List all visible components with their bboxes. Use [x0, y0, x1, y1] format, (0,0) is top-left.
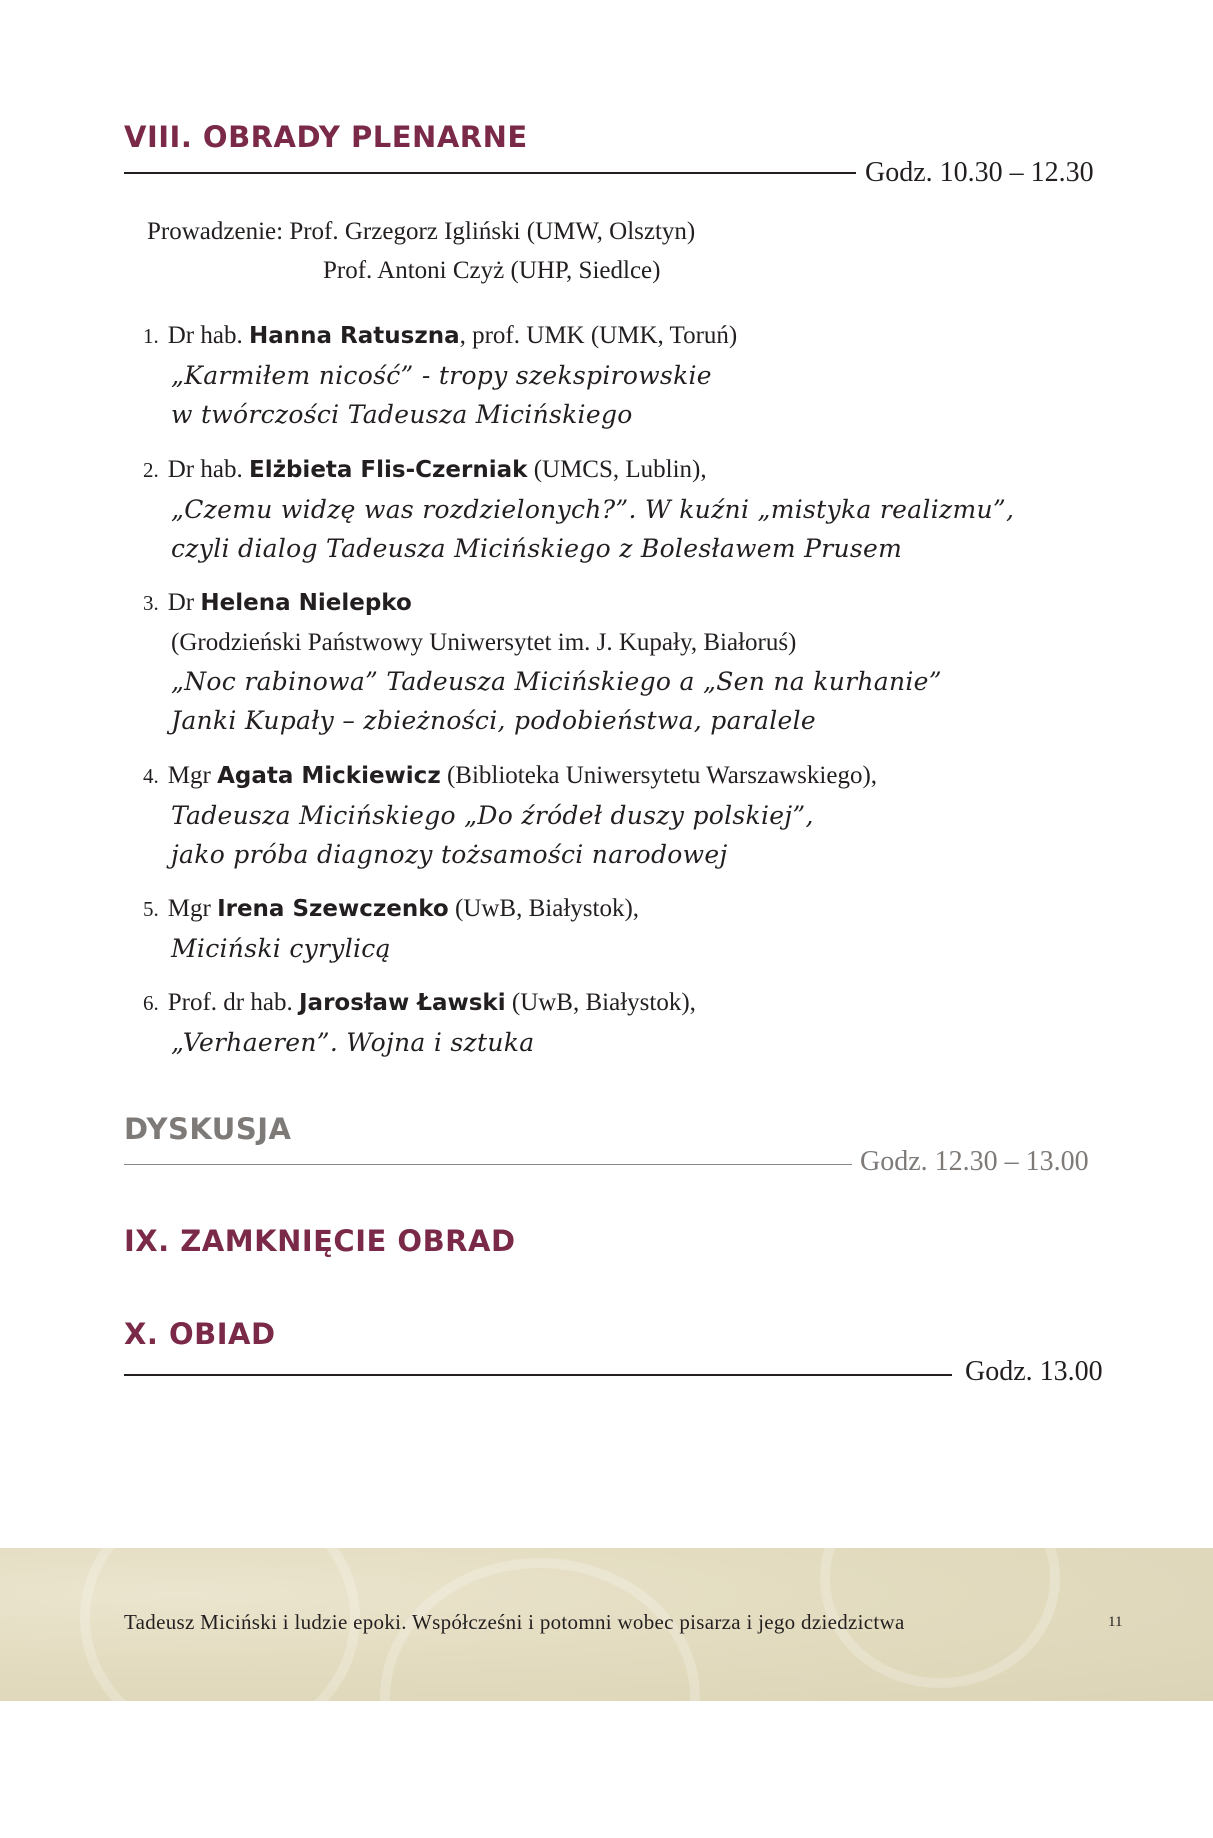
program-item — [143, 756, 1143, 874]
talk-title-line: „Czemu widzę was rozdzielonych?”. W kuźni „mistyka realizmu”, — [171, 495, 1015, 524]
speaker-prefix: Dr — [167, 589, 195, 616]
footer-decoration — [820, 1468, 1060, 1688]
talk-title-line: „Karmiłem nicość” - tropy szekspirowskie — [171, 361, 712, 390]
footer-decoration — [380, 1558, 700, 1838]
speaker-line — [143, 583, 1143, 623]
session-time: Godz. 12.30 – 13.00 — [860, 1146, 1089, 1177]
speaker-name: Jarosław Ławski — [298, 990, 506, 1016]
speaker-name: Hanna Ratuszna — [248, 323, 460, 349]
session-time: Godz. 13.00 — [965, 1356, 1103, 1387]
item-number: 4. — [143, 764, 159, 788]
program-item — [143, 316, 1143, 434]
speaker-name: Helena Nielepko — [200, 590, 412, 616]
chair-line-2: Prof. Antoni Czyż (UHP, Siedlce) — [323, 257, 661, 284]
speaker-prefix: Dr hab. — [167, 456, 243, 483]
talk-title-line: „Noc rabinowa” Tadeusza Micińskiego a „Sen na kurhanie” — [171, 667, 942, 696]
speaker-line — [143, 450, 1143, 490]
program-item — [143, 583, 1143, 740]
speaker-line — [143, 756, 1143, 796]
item-number: 6. — [143, 991, 159, 1015]
speaker-line — [143, 983, 1143, 1023]
talk-title-line: Miciński cyrylicą — [171, 934, 391, 963]
section-heading-obrady-plenarne: VIII. OBRADY PLENARNE — [124, 120, 528, 154]
item-number: 5. — [143, 897, 159, 921]
chair-label: Prowadzenie: — [147, 218, 284, 245]
item-number: 2. — [143, 458, 159, 482]
program-item — [143, 450, 1143, 568]
session-time: Godz. 10.30 – 12.30 — [865, 157, 1094, 188]
talk-title-line: Janki Kupały – zbieżności, podobieństwa, paralele — [171, 706, 817, 735]
footer-band — [0, 1548, 1213, 1701]
chair-line-1 — [147, 218, 695, 246]
speaker-name: Agata Mickiewicz — [217, 763, 441, 789]
talk-title-line: czyli dialog Tadeusza Micińskiego z Bolesławem Prusem — [171, 534, 903, 563]
speaker-prefix: Dr hab. — [167, 322, 243, 349]
speaker-affiliation: (Biblioteka Uniwersytetu Warszawskiego), — [440, 762, 878, 789]
program-item — [143, 983, 1143, 1062]
talk-title-line: jako próba diagnozy tożsamości narodowej — [171, 840, 728, 869]
speaker-affiliation: (UMCS, Lublin), — [527, 456, 707, 483]
speaker-line — [143, 316, 1143, 356]
speaker-name: Irena Szewczenko — [217, 896, 449, 922]
speaker-line — [143, 889, 1143, 929]
program-item — [143, 889, 1143, 968]
item-number: 3. — [143, 591, 159, 615]
talk-title-line: w twórczości Tadeusza Micińskiego — [171, 400, 633, 429]
speaker-prefix: Mgr — [167, 895, 211, 922]
page-number: 11 — [1108, 1614, 1123, 1630]
item-number: 1. — [143, 324, 159, 348]
heading-rule — [124, 1164, 852, 1165]
speaker-affiliation: (UwB, Białystok), — [505, 989, 696, 1016]
speaker-affiliation-line: (Grodzieński Państwowy Uniwersytet im. J. Kupały, Białoruś) — [171, 629, 797, 656]
footer-publication-title: Tadeusz Miciński i ludzie epoki. Współcześni i potomni wobec pisarza i jego dziedzictwa — [124, 1610, 905, 1634]
speaker-affiliation: , prof. UMK (UMK, Toruń) — [459, 322, 738, 349]
section-heading-zamkniecie-obrad: IX. ZAMKNIĘCIE OBRAD — [124, 1224, 516, 1258]
heading-rule — [124, 172, 856, 174]
section-heading-obiad: X. OBIAD — [124, 1317, 276, 1351]
speaker-prefix: Prof. dr hab. — [167, 989, 293, 1016]
speaker-prefix: Mgr — [167, 762, 211, 789]
speaker-name: Elżbieta Flis-Czerniak — [248, 457, 528, 483]
speaker-affiliation: (UwB, Białystok), — [448, 895, 640, 922]
heading-rule — [124, 1374, 952, 1376]
talk-title-line: „Verhaeren”. Wojna i sztuka — [171, 1028, 535, 1057]
talk-title-line: Tadeusza Micińskiego „Do źródeł duszy polskiej”, — [171, 801, 814, 830]
chair-name-1: Prof. Grzegorz Igliński (UMW, Olsztyn) — [289, 218, 696, 245]
section-heading-dyskusja: DYSKUSJA — [124, 1112, 292, 1146]
